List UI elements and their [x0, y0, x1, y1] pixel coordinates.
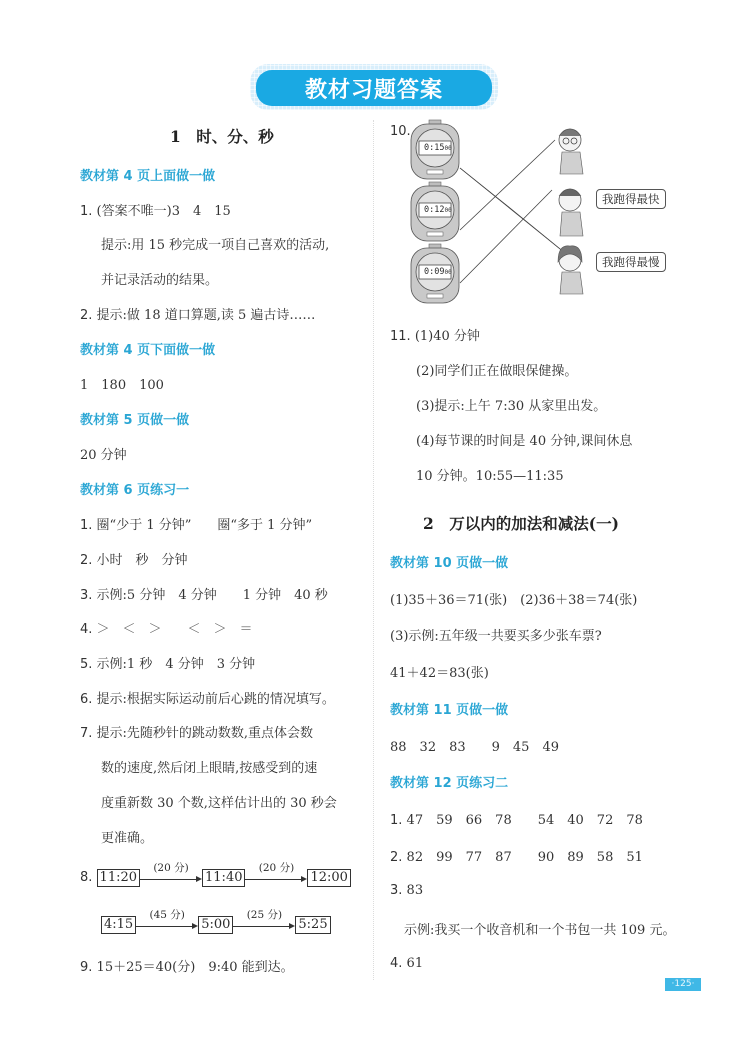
section-heading: 教材第 10 页做一做 [390, 556, 509, 571]
boy-icon [559, 189, 583, 236]
arrow-icon: (20 分) [140, 870, 202, 886]
question-7-line: 更准确。 [101, 831, 154, 846]
answer-line: (1)35＋36＝71(张) (2)36＋38＝74(张) [390, 593, 638, 608]
answer-line: (3)示例:五年级一共要买多少张车票? [390, 629, 602, 644]
section-heading: 教材第 4 页下面做一做 [80, 343, 216, 358]
exercise-item: 4. ＞ ＜ ＞ ＜ ＞ ＝ [80, 622, 253, 637]
question-1-hint: 提示:用 15 秒完成一项自己喜欢的活动, [101, 238, 330, 253]
stopwatch-display: 0:1500 [424, 143, 452, 153]
question-8-row-1: 8. 11:20 (20 分) 11:40 (20 分) 12:00 [80, 869, 351, 887]
answer: 20 分钟 [80, 448, 127, 463]
speech-bubble-slowest: 我跑得最慢 [596, 252, 666, 272]
question-1-hint-cont: 并记录活动的结果。 [101, 273, 219, 288]
time-box: 11:40 [202, 869, 245, 887]
time-box: 4:15 [101, 916, 136, 934]
exercise-item: 2. 小时 秒 分钟 [80, 553, 188, 568]
arrow-icon: (25 分) [233, 917, 295, 933]
banner-title: 教材习题答案 [256, 70, 492, 106]
question-7: 7. 提示:先随秒针的跳动数数,重点体会数 [80, 726, 314, 741]
section-heading: 教材第 12 页练习二 [390, 776, 509, 791]
exercise-item: 5. 示例:1 秒 4 分钟 3 分钟 [80, 657, 256, 672]
time-box: 12:00 [307, 869, 350, 887]
page-number: ·125· [665, 978, 701, 991]
question-11-line: (4)每节课的时间是 40 分钟,课间休息 [416, 434, 633, 449]
question-11-line: (2)同学们正在做眼保健操。 [416, 364, 578, 379]
stopwatch-display: 0:0900 [424, 267, 452, 277]
section-heading: 教材第 11 页做一做 [390, 703, 509, 718]
boy-with-glasses-icon [559, 129, 583, 174]
column-divider [373, 120, 374, 980]
exercise-item: 4. 61 [390, 956, 424, 971]
question-11-line: 10 分钟。10:55—11:35 [416, 469, 564, 484]
section-heading: 教材第 6 页练习一 [80, 483, 190, 498]
title-banner [250, 64, 498, 110]
chapter-1-title: 1 时、分、秒 [170, 127, 274, 146]
exercise-item: 6. 提示:根据实际运动前后心跳的情况填写。 [80, 692, 335, 707]
exercise-item: 1. 圈“少于 1 分钟” 圈“多于 1 分钟” [80, 518, 313, 533]
arrow-icon: (20 分) [245, 870, 307, 886]
answer: 1 180 100 [80, 378, 164, 393]
exercise-example: 示例:我买一个收音机和一个书包一共 109 元。 [404, 923, 676, 938]
section-heading: 教材第 5 页做一做 [80, 413, 190, 428]
time-box: 11:20 [97, 869, 140, 887]
question-1: 1. (答案不唯一)3 4 15 [80, 204, 231, 219]
speech-bubble-fastest: 我跑得最快 [596, 189, 666, 209]
answer-line: 41＋42＝83(张) [390, 666, 489, 681]
chapter-2-title: 2 万以内的加法和减法(一) [423, 514, 619, 533]
question-2: 2. 提示:做 18 道口算题,读 5 遍古诗…… [80, 308, 316, 323]
exercise-item: 2. 82 99 77 87 90 89 58 51 [390, 850, 643, 865]
question-11: 11. (1)40 分钟 [390, 329, 480, 344]
exercise-item: 3. 示例:5 分钟 4 分钟 1 分钟 40 秒 [80, 588, 328, 603]
time-box: 5:00 [198, 916, 233, 934]
question-7-line: 度重新数 30 个数,这样估计出的 30 秒会 [101, 796, 337, 811]
girl-icon [558, 246, 583, 294]
stopwatch-display: 0:1200 [424, 205, 452, 215]
section-heading: 教材第 4 页上面做一做 [80, 169, 216, 184]
answer: 88 32 83 9 45 49 [390, 740, 559, 755]
question-10-number: 10. [390, 124, 411, 139]
exercise-item: 1. 47 59 66 78 54 40 72 78 [390, 813, 643, 828]
question-11-line: (3)提示:上午 7:30 从家里出发。 [416, 399, 607, 414]
arrow-icon: (45 分) [136, 917, 198, 933]
exercise-item: 3. 83 [390, 883, 424, 898]
question-8-row-2 [101, 908, 331, 934]
question-7-line: 数的速度,然后闭上眼睛,按感受到的速 [101, 761, 318, 776]
question-9: 9. 15＋25＝40(分) 9:40 能到达。 [80, 960, 294, 975]
time-box: 5:25 [295, 916, 330, 934]
